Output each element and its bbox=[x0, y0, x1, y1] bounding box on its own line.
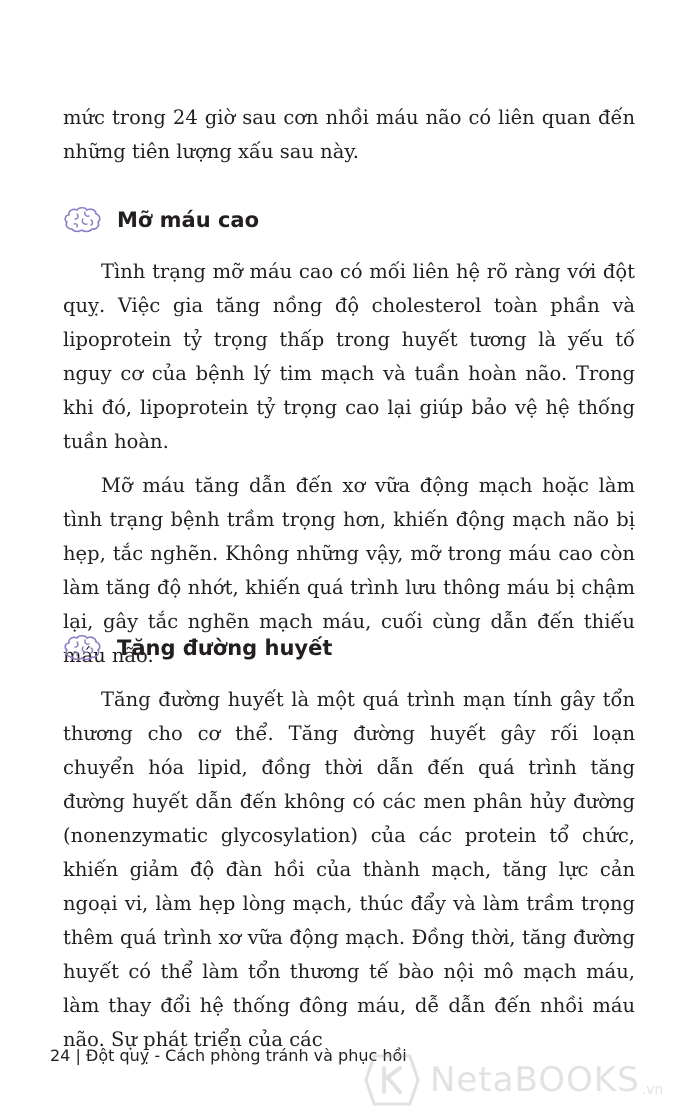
paragraph: Tình trạng mỡ máu cao có mối liên hệ rõ ràng với đột quỵ. Việc gia tăng nồng độ cholesterol toàn phần và lipoprotein tỷ trọng thấp trong huyết tương là yếu tố nguy cơ của bệnh lý tim mạch và tuần hoàn não. Trong khi đó, lipoprotein tỷ trọng cao lại giúp bảo vệ hệ thống tuần hoàn. bbox=[63, 260, 635, 453]
page-footer: 24 | Đột quỵ - Cách phòng tránh và phục hồi bbox=[50, 1046, 407, 1065]
section-heading-label: Mỡ máu cao bbox=[117, 208, 259, 232]
lead-text bbox=[63, 101, 635, 169]
brain-icon bbox=[63, 205, 103, 235]
watermark-text: NetaBOOKS bbox=[430, 1060, 640, 1100]
section-heading-label: Tăng đường huyết bbox=[117, 636, 333, 660]
section-body-high-blood-fat bbox=[63, 255, 635, 673]
watermark-logo-icon bbox=[360, 1048, 424, 1112]
lead-paragraph: mức trong 24 giờ sau cơn nhồi máu não có liên quan đến những tiên lượng xấu sau này. bbox=[63, 106, 635, 163]
section-body-hyperglycemia bbox=[63, 683, 635, 1057]
watermark bbox=[360, 1040, 700, 1120]
section-heading-high-blood-fat bbox=[63, 205, 259, 235]
brain-icon bbox=[63, 633, 103, 663]
paragraph: Tăng đường huyết là một quá trình mạn tính gây tổn thương cho cơ thể. Tăng đường huyết gây rối loạn chuyển hóa lipid, đồng thời dẫn đến quá trình tăng đường huyết dẫn đến không có các men phân hủy đường (nonenzymatic glycosylation) của các protein tổ chức, khiến giảm độ đàn hồi của thành mạch, tăng lực cản ngoại vi, làm hẹp lòng mạch, thúc đẩy và làm trầm trọng thêm quá trình xơ vữa động mạch. Đồng thời, tăng đường huyết có thể làm tổn thương tế bào nội mô mạch máu, làm thay đổi hệ thống đông máu, dễ dẫn đến nhồi máu não. Sự phát triển của các bbox=[63, 688, 635, 1051]
paragraph: Mỡ máu tăng dẫn đến xơ vữa động mạch hoặc làm tình trạng bệnh trầm trọng hơn, khiến động mạch não bị hẹp, tắc nghẽn. Không những vậy, mỡ trong máu cao còn làm tăng độ nhớt, khiến quá trình lưu thông máu bị chậm lại, gây tắc nghẽn mạch máu, cuối cùng dẫn đến thiếu máu não. bbox=[63, 474, 635, 667]
section-heading-hyperglycemia bbox=[63, 633, 332, 663]
watermark-tld: .vn bbox=[641, 1082, 664, 1098]
